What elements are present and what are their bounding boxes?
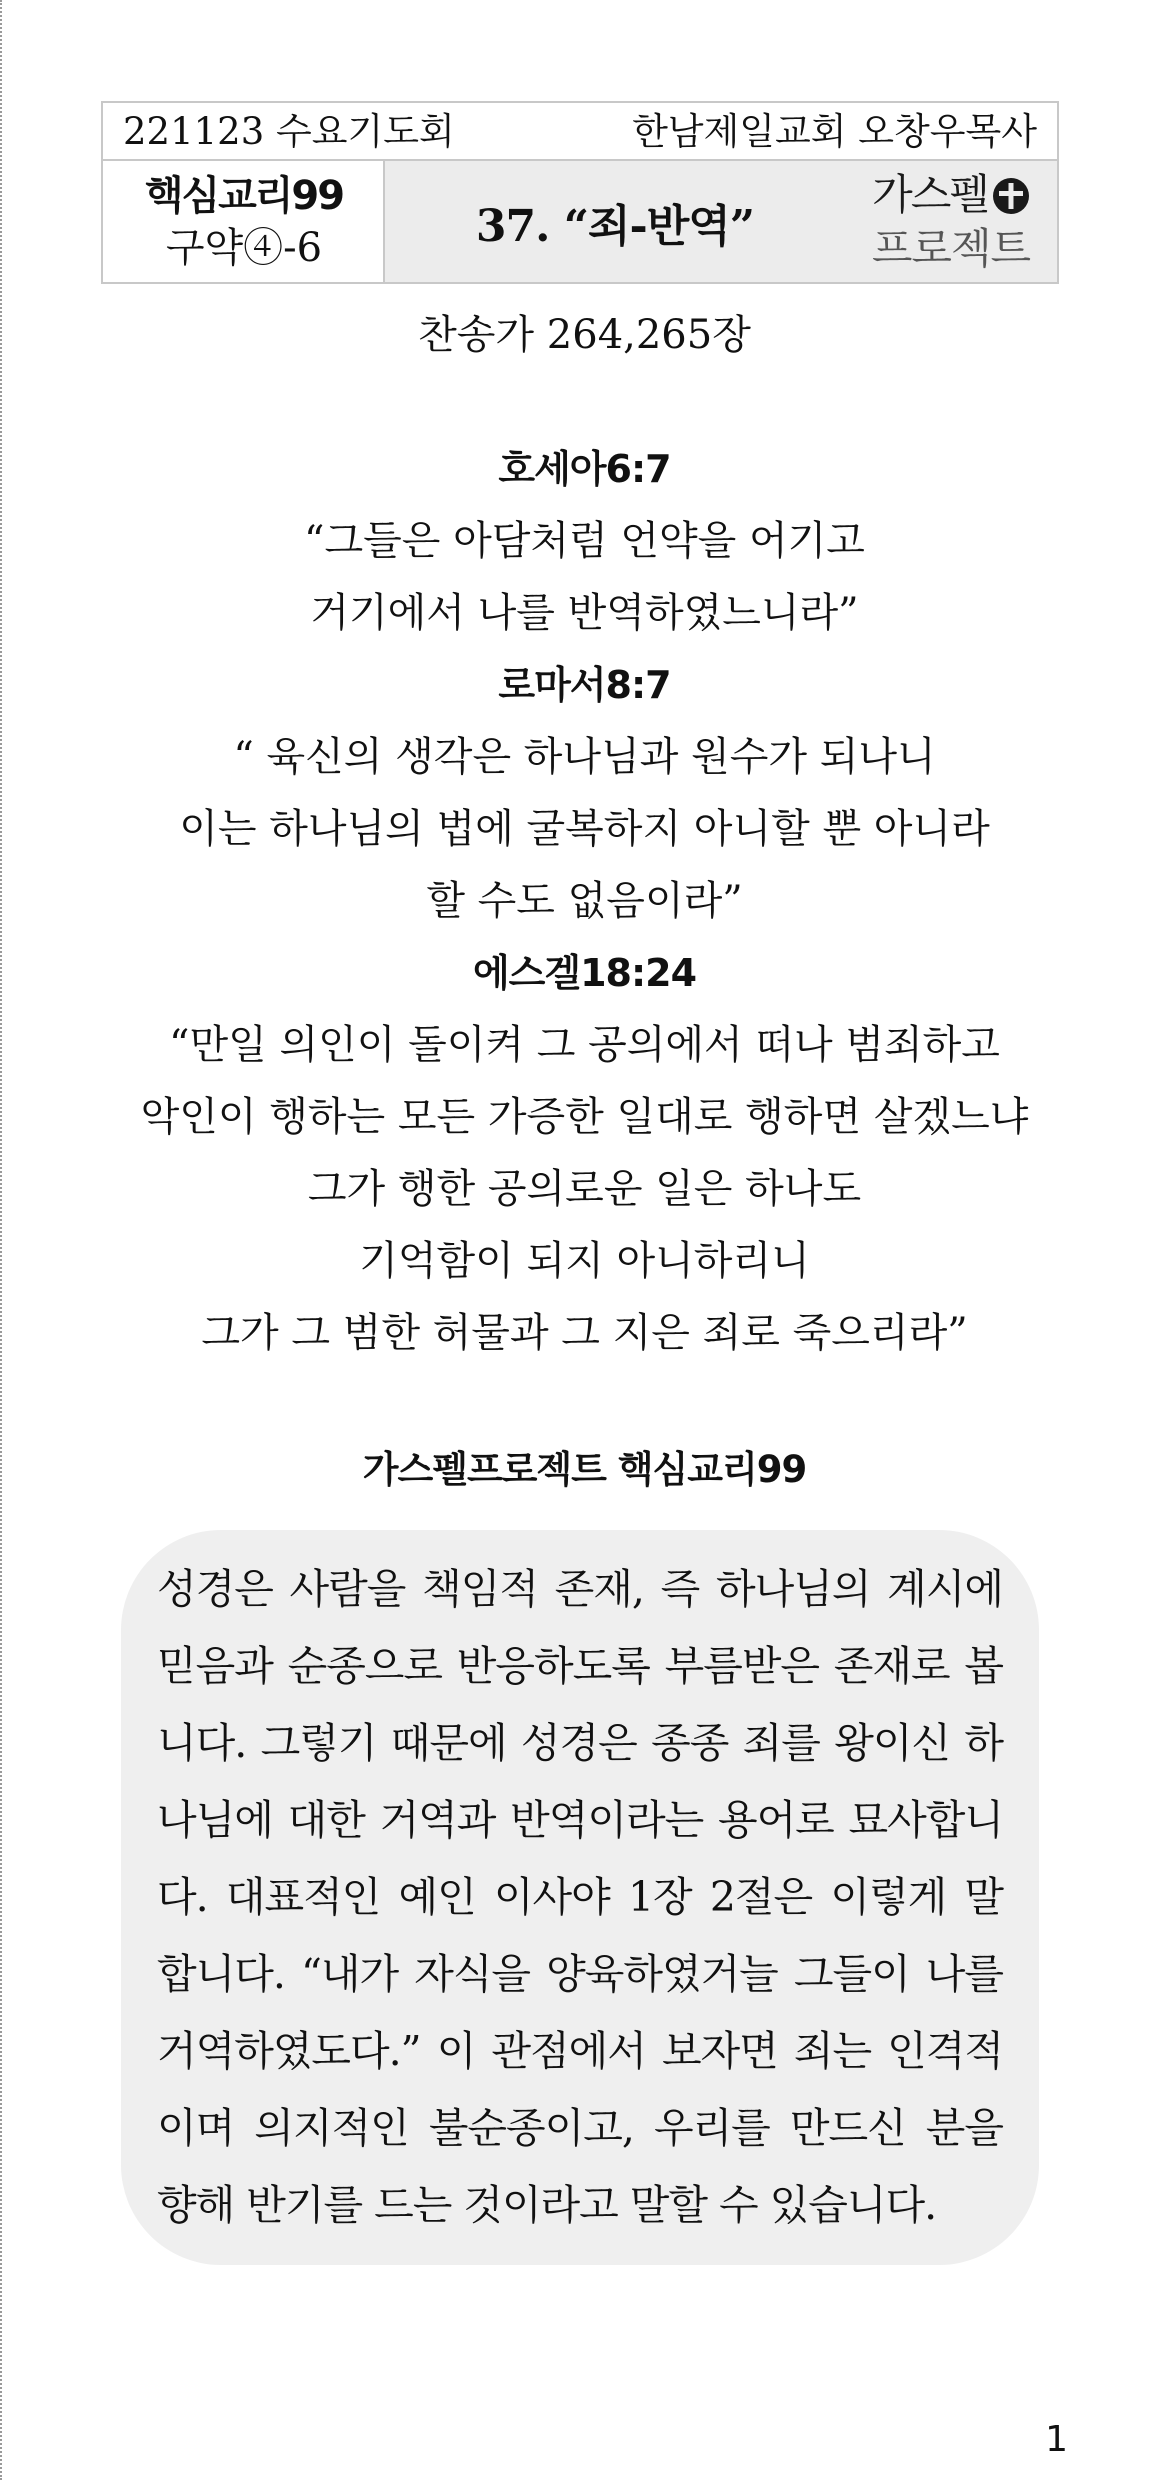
- brand-name: 가스펠: [872, 170, 988, 219]
- summary-line: 다. 대표적인 예인 이사야 1장 2절은 이렇게 말: [157, 1873, 1003, 1921]
- summary-line: 믿음과 순종으로 반응하도록 부름받은 존재로 봅: [157, 1642, 1003, 1690]
- summary-line: 나님에 대한 거역과 반역이라는 용어로 묘사합니: [157, 1796, 1003, 1844]
- page-number: 1: [1045, 2419, 1068, 2460]
- verse-line: “ 육신의 생각은 하나님과 원수가 되나니: [233, 734, 936, 780]
- verse-line: “만일 의인이 돌이켜 그 공의에서 떠나 범죄하고: [169, 1022, 1000, 1068]
- lesson-title: 37. “죄-반역”: [385, 161, 845, 282]
- cross-circle-icon: [992, 177, 1030, 215]
- summary-line: 거역하였도다.” 이 관점에서 보자면 죄는 인격적: [157, 2027, 1003, 2075]
- header-title-row: [103, 161, 1057, 282]
- verse-line: 그가 그 범한 허물과 그 지은 죄로 죽으리라”: [201, 1310, 968, 1356]
- verse-line: 거기에서 나를 반역하였느니라”: [310, 590, 859, 636]
- scripture-readings: [0, 433, 1169, 1369]
- hymn-numbers: 찬송가 264,265장: [418, 312, 751, 358]
- scripture-ref: 에스겔18:24: [472, 951, 697, 995]
- gospel-project-logo: [845, 161, 1057, 282]
- summary-line: 이며 의지적인 불순종이고, 우리를 만드신 분을: [157, 2104, 1003, 2152]
- series-cell: [103, 161, 385, 282]
- bulletin-header: [101, 101, 1059, 284]
- series-title: 핵심교리99: [144, 173, 344, 219]
- header-info-row: [103, 103, 1057, 161]
- verse-line: 이는 하나님의 법에 굴복하지 아니할 뿐 아니라: [179, 806, 990, 852]
- summary-line: 성경은 사람을 책임적 존재, 즉 하나님의 계시에: [157, 1565, 1003, 1613]
- church-pastor: 한남제일교회 오창우목사: [632, 110, 1037, 153]
- verse-line: 할 수도 없음이라”: [426, 878, 743, 924]
- scripture-ref: 호세아6:7: [498, 447, 671, 491]
- brand-subname: 프로젝트: [871, 224, 1031, 273]
- verse-line: “그들은 아담처럼 언약을 어기고: [304, 518, 865, 564]
- verse-line: 기억함이 되지 아니하리니: [359, 1238, 810, 1284]
- summary-heading: 가스펠프로젝트 핵심교리99: [362, 1448, 807, 1491]
- verse-line: 그가 행한 공의로운 일은 하나도: [307, 1166, 862, 1212]
- scripture-ref: 로마서8:7: [498, 663, 671, 707]
- series-subtitle: 구약④-6: [165, 225, 323, 271]
- service-date: 221123 수요기도회: [123, 110, 455, 153]
- doctrine-summary-box: [121, 1530, 1039, 2265]
- summary-line: 니다. 그렇기 때문에 성경은 종종 죄를 왕이신 하: [157, 1719, 1003, 1767]
- verse-line: 악인이 행하는 모든 가증한 일대로 행하면 살겠느냐: [140, 1094, 1029, 1140]
- summary-line: 합니다. “내가 자식을 양육하였거늘 그들이 나를: [157, 1950, 1003, 1998]
- summary-line: 향해 반기를 드는 것이라고 말할 수 있습니다.: [157, 2181, 937, 2229]
